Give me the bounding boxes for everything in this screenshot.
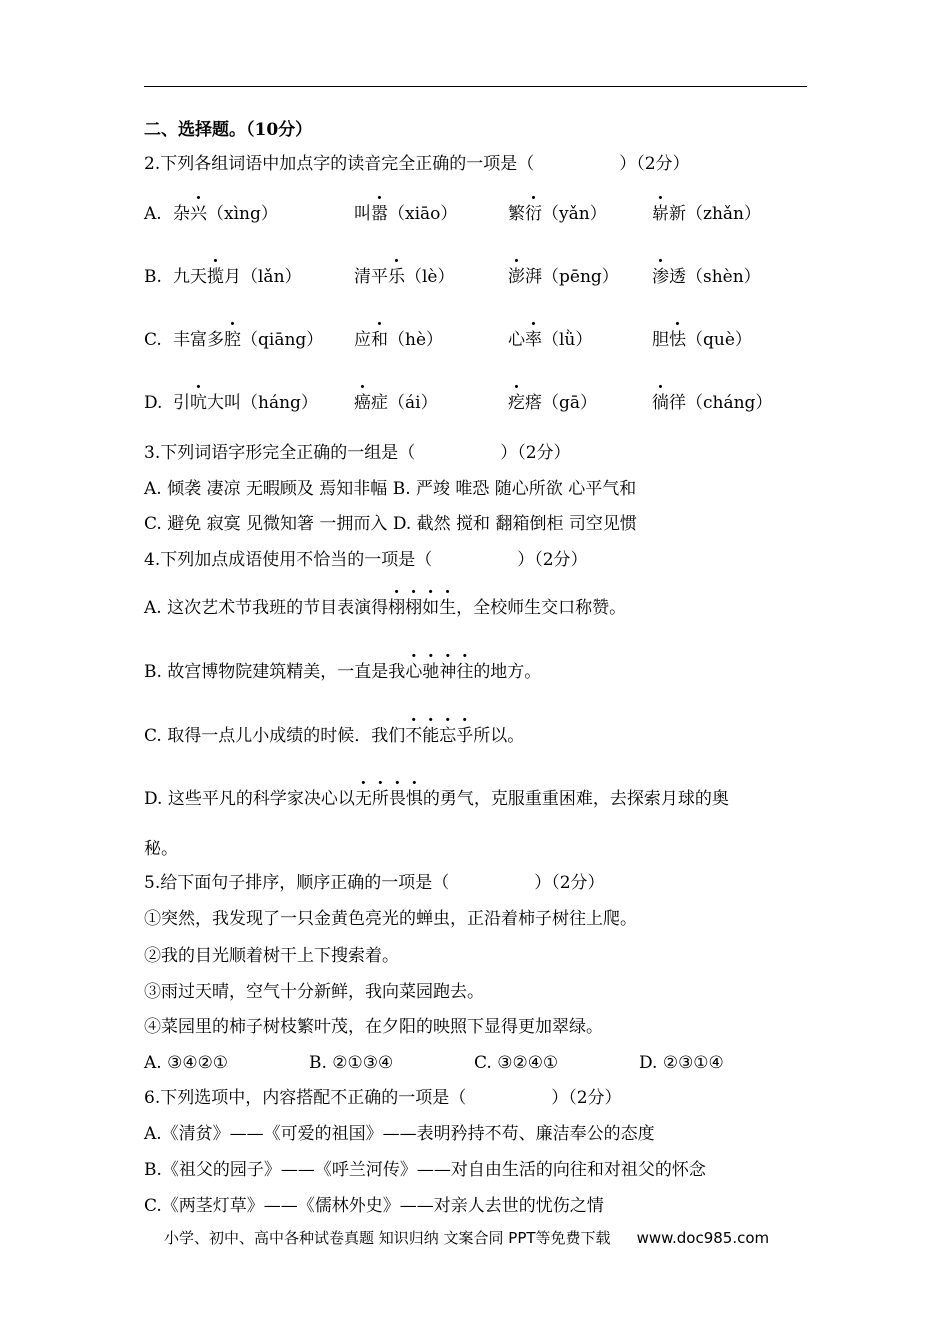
header-rule <box>144 86 807 87</box>
q2-row-c-label: C. <box>144 330 162 350</box>
q2-row-a-label: A. <box>144 204 162 224</box>
q4-option-a: A. 这次艺术节我班的节目表演得栩栩如生，全校师生交口称赞。 <box>144 598 627 618</box>
q3-options-ab: A. 倾袭 凄凉 无暇顾及 焉知非幅 B. 严竣 唯恐 随心所欲 心平气和 <box>144 479 637 499</box>
q2-a-item-4: 崭新（zhǎn） <box>652 204 761 224</box>
q3-stem: 3.下列词语字形完全正确的一组是（ ）（2分） <box>144 443 571 463</box>
footer-text: 小学、初中、高中各种试卷真题 知识归纳 文案合同 PPT等免费下载 <box>164 1229 611 1247</box>
q4-stem: 4.下列加点成语使用不恰当的一项是（ ）（2分） <box>144 550 588 570</box>
section-heading: 二、选择题。（10分） <box>144 120 313 140</box>
q4-option-d: D. 这些平凡的科学家决心以无所畏惧的勇气，克服重重困难，去探索月球的奥 <box>144 789 729 809</box>
q4-option-d-continuation: 秘。 <box>144 839 178 859</box>
q2-d-item-1: 引吭大叫（háng） <box>173 393 318 413</box>
q5-sentence-4: ④菜园里的柿子树枝繁叶茂，在夕阳的映照下显得更加翠绿。 <box>144 1017 603 1037</box>
q2-c-item-4: 胆怯（què） <box>652 330 752 350</box>
q5-sentence-3: ③雨过天晴，空气十分新鲜，我向菜园跑去。 <box>144 982 484 1002</box>
q5-option-d: D. ②③①④ <box>639 1053 724 1073</box>
q2-d-item-4: 徜徉（cháng） <box>652 393 773 413</box>
q2-d-item-3: 疙瘩（gā） <box>508 393 598 413</box>
q5-option-a: A. ③④②① <box>144 1053 229 1073</box>
q6-stem: 6.下列选项中，内容搭配不正确的一项是（ ）（2分） <box>144 1088 622 1108</box>
q2-b-item-2: 清平乐（lè） <box>354 267 455 287</box>
q2-b-item-1: 九天揽月（lǎn） <box>173 267 302 287</box>
q2-row-b-label: B. <box>144 267 162 287</box>
q2-stem: 2.下列各组词语中加点字的读音完全正确的一项是（ ）（2分） <box>144 154 690 174</box>
q6-option-a: A.《清贫》——《可爱的祖国》——表明矜持不苟、廉洁奉公的态度 <box>144 1124 655 1144</box>
q2-a-item-2: 叫嚣（xiāo） <box>354 204 458 224</box>
q2-c-item-1: 丰富多腔（qiāng） <box>173 330 324 350</box>
q2-d-item-2: 癌症（ái） <box>354 393 438 413</box>
q2-c-item-2: 应和（hè） <box>354 330 444 350</box>
q2-b-item-4: 渗透（shèn） <box>652 267 761 287</box>
page-footer <box>164 1227 769 1248</box>
q5-stem: 5.给下面句子排序，顺序正确的一项是（ ）（2分） <box>144 873 605 893</box>
q2-a-item-1: 杂兴（xìng） <box>173 204 278 224</box>
q2-row-d-label: D. <box>144 393 163 413</box>
footer-url[interactable]: www.doc985.com <box>636 1229 770 1247</box>
q3-options-cd: C. 避免 寂寞 见微知箸 一拥而入 D. 截然 搅和 翻箱倒柜 司空见惯 <box>144 514 637 534</box>
q6-option-b: B.《祖父的园子》——《呼兰河传》——对自由生活的向往和对祖父的怀念 <box>144 1160 706 1180</box>
q2-c-item-3: 心率（lǜ） <box>508 330 593 350</box>
q5-sentence-2: ②我的目光顺着树干上下搜索着。 <box>144 946 399 966</box>
q4-option-c: C. 取得一点儿小成绩的时候．我们不能忘乎所以。 <box>144 726 525 746</box>
q5-option-b: B. ②①③④ <box>309 1053 394 1073</box>
q2-b-item-3: 澎湃（pēng） <box>508 267 619 287</box>
q2-a-item-3: 繁衍（yǎn） <box>508 204 607 224</box>
q4-option-b: B. 故宫博物院建筑精美，一直是我心驰神往的地方。 <box>144 662 542 682</box>
q5-sentence-1: ①突然，我发现了一只金黄色亮光的蝉虫，正沿着柿子树往上爬。 <box>144 909 637 929</box>
q5-option-c: C. ③②④① <box>474 1053 559 1073</box>
q6-option-c: C.《两茎灯草》——《儒林外史》——对亲人去世的忧伤之情 <box>144 1196 604 1216</box>
